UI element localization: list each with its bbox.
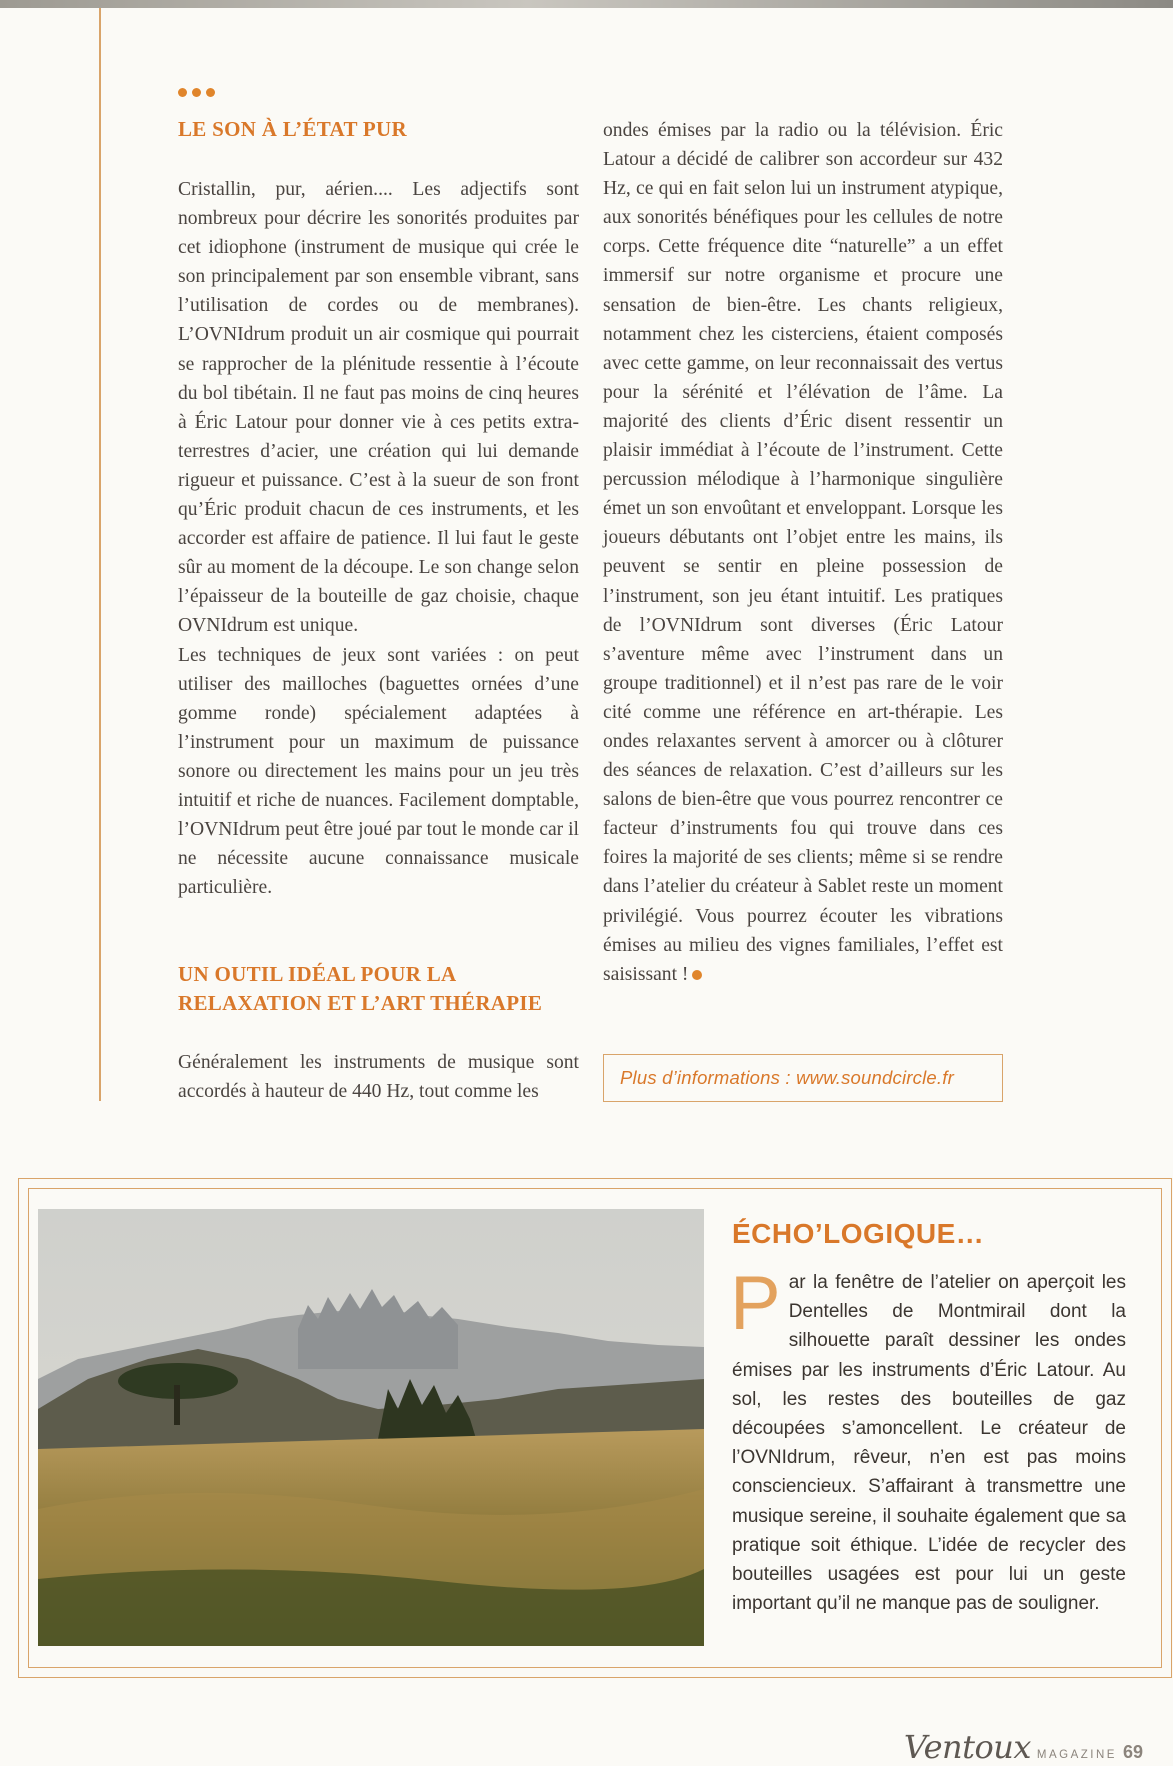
drop-cap: P xyxy=(730,1261,781,1346)
paragraph-text: ondes émises par la radio ou la télévision. Éric Latour a décidé de calibrer son accordeur sur 432 Hz, ce qui en fait selon lui un instrument atypique, aux sonorités bénéfiques pour les cellules de notre corps. Cette fréquence dite “naturelle” a un effet immersif sur notre organisme et procure une sensation de bien-être. Les chants religieux, notamment chez les cisterciens, étaient composés avec cette gamme, on leur reconnaissait des vertus pour la sérénité et l’élévation de l’âme. La majorité des clients d’Éric disent ressentir un plaisir immédiat à l’écoute de l’instrument. Cette percussion mélodique à l’harmonique singulière émet un son envoûtant et enveloppant. Lorsque les joueurs débutants ont l’objet entre les mains, ils peuvent se sentir en pleine possession de l’instrument, son jeu étant intuitif. Les pratiques de l’OVNIdrum sont diverses (Éric Latour s’aventure même avec l’instrument dans un groupe traditionnel) et il n’est pas rare de le voir cité comme une référence en art-thérapie. Les ondes relaxantes servent à amorcer ou à clôturer des séances de relaxation. C’est d’ailleurs sur les salons de bien-être que vous pourrez rencontrer ce facteur d’instruments fou qui trouve dans ces foires la majorité de ses clients; même si se rendre dans l’atelier du créateur à Sablet reste un moment privilégié. Vous pourrez écouter les vibrations émises au milieu des vignes familiales, l’effet est saisissant ! xyxy=(603,120,1003,985)
dot-icon xyxy=(178,88,187,97)
info-box xyxy=(603,1054,1003,1102)
box-paragraph: ar la fenêtre de l’atelier on aperçoit les Dentelles de Montmirail dont la silhouette paraît dessiner les ondes émises par les instruments d’Éric Latour. Au sol, les restes des bouteilles de gaz découpées s’amoncellent. Le créateur de l’OVNIdrum, rêveur, n’en est pas moins consciencieux. S’affairant à transmettre une musique sereine, il souhaite également que sa pratique soit éthique. L’idée de recycler des bouteilles usagées est pour lui un geste important qu’il ne manque pas de souligner. xyxy=(732,1272,1126,1615)
scan-top-edge xyxy=(0,0,1173,8)
paragraph: Généralement les instruments de musique sont accordés à hauteur de 440 Hz, tout comme les xyxy=(178,1052,579,1103)
info-link[interactable]: Plus d’informations : www.soundcircle.fr xyxy=(620,1067,954,1088)
paragraph: Cristallin, pur, aérien.... Les adjectifs sont nombreux pour décrire les sonorités produites par cet idiophone (instrument de musique qui crée le son principalement par son ensemble vibrant, sans l’utilisation de cordes ou de membranes). L’OVNIdrum produit un air cosmique qui pourrait se rapprocher de la plénitude ressentie à l’écoute du bol tibétain. Il ne faut pas moins de cinq heures à Éric Latour pour donner vie à ces petits extra-terrestres d’acier, une création qui lui demande rigueur et puissance. C’est à la sueur de son front qu’Éric produit chacun de ces instruments, et les accorder est affaire de patience. Il lui faut le geste sûr au moment de la découpe. Le son change selon l’épaisseur de la bouteille de gaz choisie, chaque OVNIdrum est unique. xyxy=(178,179,579,637)
section-heading-relaxation: UN OUTIL IDÉAL POUR LA RELAXATION ET L’ART THÉRAPIE xyxy=(178,962,543,1015)
paragraph: Les techniques de jeux sont variées : on peut utiliser des mailloches (baguettes ornées d’une gomme ronde) spécialement adaptées à l’instrument pour un maximum de puissance sonore ou directement les mains pour un jeu très intuitif et riche de nuances. Facilement domptable, l’OVNIdrum peut être joué par tout le monde car il ne nécessite aucune connaissance musicale particulière. xyxy=(178,644,579,899)
right-column-text xyxy=(603,116,1003,989)
paragraph xyxy=(603,116,1003,989)
footer-magazine-label: MAGAZINE xyxy=(1036,1749,1117,1761)
page-number: 69 xyxy=(1122,1742,1143,1762)
box-heading: ÉCHO’LOGIQUE… xyxy=(732,1218,985,1249)
end-dot-icon xyxy=(692,970,702,980)
landscape-illustration xyxy=(38,1209,704,1646)
box-text xyxy=(730,1261,1126,1618)
left-column-continued xyxy=(178,1048,579,1106)
landscape-photo xyxy=(38,1209,704,1646)
left-margin-rule xyxy=(99,8,101,1101)
dot-icon xyxy=(206,88,215,97)
footer-brand-logo: Ventoux xyxy=(903,1728,1031,1766)
page-footer xyxy=(904,1728,1143,1766)
dot-icon xyxy=(192,88,201,97)
section-heading-son-pur: LE SON À L’ÉTAT PUR xyxy=(178,117,407,141)
left-column-text xyxy=(178,175,579,902)
section-dots xyxy=(178,88,215,97)
